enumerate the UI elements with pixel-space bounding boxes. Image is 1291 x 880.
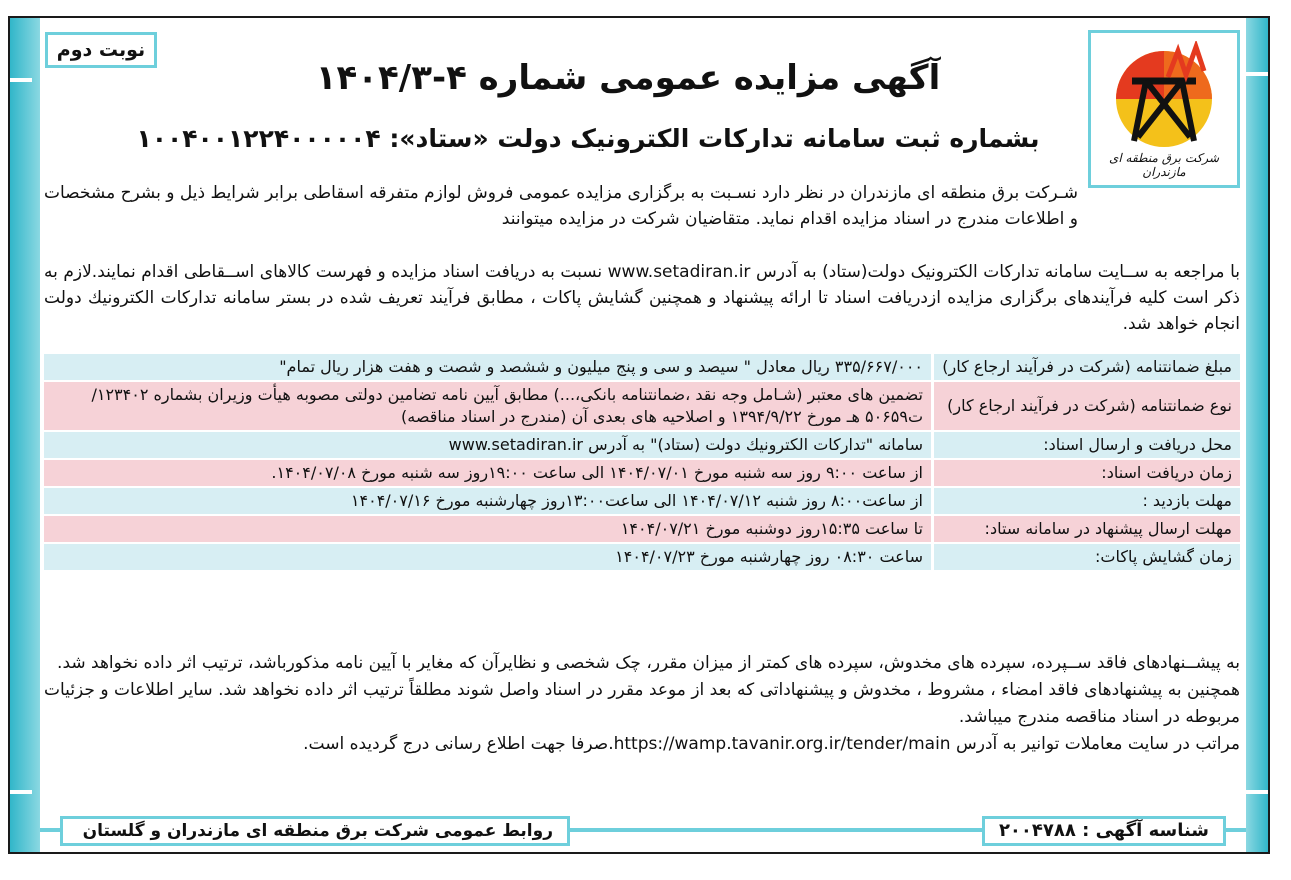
- row-label: زمان گشایش پاکات:: [933, 543, 1241, 571]
- row-value: از ساعت ۹:۰۰ روز سه شنبه مورخ ۱۴۰۴/۰۷/۰۱ الی ساعت ۱۹:۰۰روز سه شنبه مورخ ۱۴۰۴/۰۷/۰۸.: [44, 459, 933, 487]
- table-row: [44, 515, 1240, 543]
- notice-subtitle: بشماره ثبت سامانه تدارکات الکترونیک دولت «ستاد»: ۱۰۰۴۰۰۱۲۲۴۰۰۰۰۰۴: [136, 124, 1040, 153]
- row-value: تضمین های معتبر (شـامل وجه نقد ،ضمانتنامه بانکی،...) مطابق آیین نامه تضامین دولتی مصوبه هیأت وزیران بشماره ۱۲۳۴۰۲/ت۵۰۶۵۹ هـ مورخ ۱۳۹۴/۹/۲۲ و اصلاحیه های بعدی آن (مندرج در اسناد مناقصه): [44, 381, 933, 431]
- advertisement-content: [40, 18, 1246, 852]
- row-value: ساعت ۰۸:۳۰ روز چهارشنبه مورخ ۱۴۰۴/۰۷/۲۳: [44, 543, 933, 571]
- table-row: [44, 543, 1240, 571]
- intro-paragraph: شـرکت برق منطقه ای مازندران در نظر دارد نسـبت به برگزاری مزایده عمومی فروش لوازم متفرقه اسقاطی برابر شرایط ذیل و بشرح مشخصات و اطلاعات مندرج در اسناد مزایده اقدام نماید. متقاضیان شرکت در مزایده میتوانند: [44, 183, 1078, 229]
- row-label: زمان دریافت اسناد:: [933, 459, 1241, 487]
- table-row: [44, 487, 1240, 515]
- row-label: نوع ضمانتنامه (شرکت در فرآیند ارجاع کار): [933, 381, 1241, 431]
- right-decorative-edge: [1246, 18, 1268, 852]
- advertisement-frame: [8, 16, 1270, 854]
- logo-caption: شرکت برق منطقه ای مازندران: [1108, 151, 1219, 179]
- round-badge: نوبت دوم: [45, 32, 157, 68]
- footer-note: به پیشــنهادهای فاقد ســپرده، سپرده های مخدوش، سپرده های کمتر از میزان مقرر، چک شخصی و نظایرآن که مغایر با آیین نامه مذکورباشد، ترتیب اثر داده نخواهد شد.: [57, 653, 1240, 673]
- bottom-bar: [40, 814, 1246, 852]
- table-row: [44, 459, 1240, 487]
- table-row: [44, 431, 1240, 459]
- row-label: محل دریافت و ارسال اسناد:: [933, 431, 1241, 459]
- company-logo: [1088, 30, 1240, 188]
- table-row: [44, 381, 1240, 431]
- power-company-logo-icon: [1104, 41, 1224, 151]
- footer-note: مراتب در سایت معاملات توانیر به آدرس https://wamp.tavanir.org.ir/tender/main.صرفا جهت اطلاع رسانی درج گردیده است.: [303, 734, 1240, 754]
- notice-title: آگهی مزایده عمومی شماره ۴-۱۴۰۴/۳: [315, 58, 941, 98]
- row-value: از ساعت۸:۰۰ روز شنبه ۱۴۰۴/۰۷/۱۲ الی ساعت۱۳:۰۰روز چهارشنبه مورخ ۱۴۰۴/۰۷/۱۶: [44, 487, 933, 515]
- row-value: تا ساعت ۱۵:۳۵روز دوشنبه مورخ ۱۴۰۴/۰۷/۲۱: [44, 515, 933, 543]
- row-label: مهلت ارسال پیشنهاد در سامانه ستاد:: [933, 515, 1241, 543]
- row-value: ۳۳۵/۶۶۷/۰۰۰ ریال معادل " سیصد و سی و پنج میلیون و ششصد و شصت و هفت هزار ریال تمام": [44, 354, 933, 381]
- row-value: سامانه "تدارکات الکترونیك دولت (ستاد)" به آدرس www.setadiran.ir: [44, 431, 933, 459]
- intro-paragraph-continued: با مراجعه به ســایت سامانه تدارکات الکترونیک دولت(ستاد) به آدرس www.setadiran.ir نسبت به دریافت اسناد مزایده و فهرست کالاهای اســقاطی اقدام نمایند.لازم به ذکر است کلیه فرآیندهای برگزاری مزایده ازدریافت اسناد تا ارائه پیشنهاد و همچنین گشایش پاکات ، مطابق فرآیند تعریف شده در بستر سامانه تدارکات الکترونیك دولت انجام خواهد شد.: [44, 262, 1240, 334]
- ad-id-badge: شناسه آگهی : ۲۰۰۴۷۸۸: [982, 816, 1226, 846]
- table-row: [44, 354, 1240, 381]
- auction-details-table: [44, 354, 1240, 572]
- row-label: مبلغ ضمانتنامه (شرکت در فرآیند ارجاع کار): [933, 354, 1241, 381]
- publisher-badge: روابط عمومی شرکت برق منطقه ای مازندران و گلستان: [60, 816, 570, 846]
- footer-notes: [44, 650, 1240, 758]
- footer-note: همچنین به پیشنهادهای فاقد امضاء ، مشروط ، مخدوش و پیشنهاداتی که بعد از موعد مقرر در اسناد واصل شوند مطلقاً ترتیب اثر داده نخواهد شد. سایر اطلاعات و جزئیات مربوطه در اسناد مناقصه مندرج میباشد.: [44, 680, 1240, 727]
- left-decorative-edge: [10, 18, 40, 852]
- row-label: مهلت بازدید :: [933, 487, 1241, 515]
